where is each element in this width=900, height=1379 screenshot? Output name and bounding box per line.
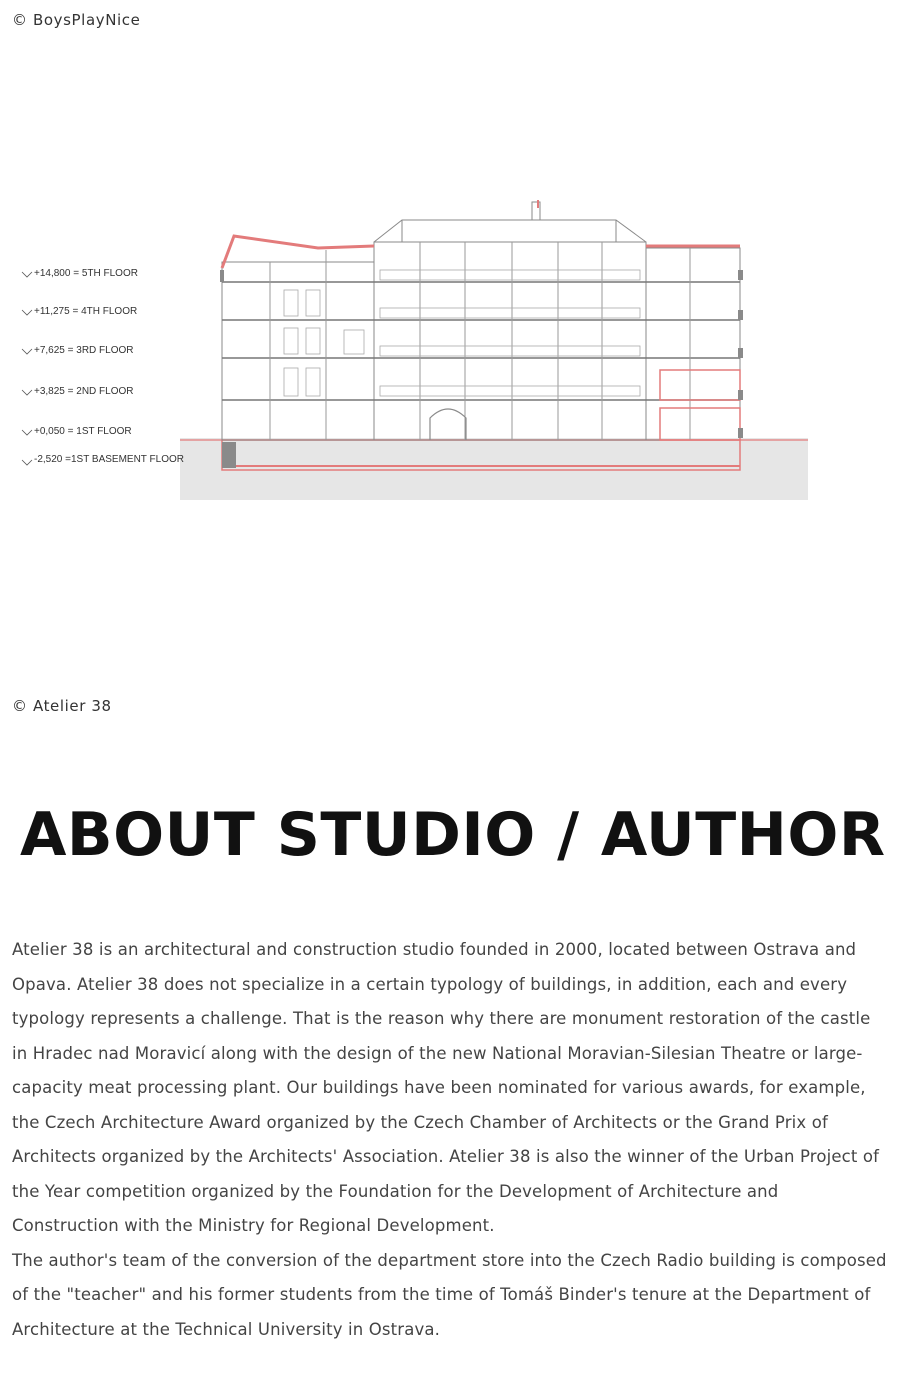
level-label-1st: +0,050 = 1ST FLOOR	[34, 426, 132, 437]
level-label-basement: -2,520 =1ST BASEMENT FLOOR	[34, 454, 184, 465]
about-paragraph-1: Atelier 38 is an architectural and construction studio founded in 2000, located between Ostrava and Opava. Atelier 38 does not specialize in a certain typology of buildings, in addition, each and every typology represents a challenge. That is the reason why there are monument restoration of the castle in Hradec nad Moravicí along with the design of the new National Moravian-Silesian Theatre or large-capacity meat processing plant. Our buildings have been nominated for various awards, for example, the Czech Architecture Award organized by the Czech Chamber of Architects or the Grand Prix of Architects organized by the Architects' Association. Atelier 38 is also the winner of the Urban Project of the Year competition organized by the Foundation for the Development of Architecture and Construction with the Ministry for Regional Development.	[12, 940, 880, 1235]
section-drawing	[0, 190, 900, 520]
section-heading: ABOUT STUDIO / AUTHOR	[20, 800, 886, 870]
image-credit-bottom: © Atelier 38	[12, 697, 112, 715]
roof-line	[222, 236, 374, 268]
level-label-5th: +14,800 = 5TH FLOOR	[34, 268, 138, 279]
level-label-2nd: +3,825 = 2ND FLOOR	[34, 386, 134, 397]
level-label-4th: +11,275 = 4TH FLOOR	[34, 306, 138, 317]
photo-credit-top: © BoysPlayNice	[12, 11, 141, 29]
about-text	[12, 933, 888, 1347]
about-paragraph-2: The author's team of the conversion of the department store into the Czech Radio building is composed of the "teacher" and his former students from the time of Tomáš Binder's tenure at the Department of Architecture at the Technical University in Ostrava.	[12, 1250, 887, 1339]
ground-band	[180, 438, 808, 500]
level-label-3rd: +7,625 = 3RD FLOOR	[34, 345, 134, 356]
building-section-svg	[0, 190, 900, 520]
